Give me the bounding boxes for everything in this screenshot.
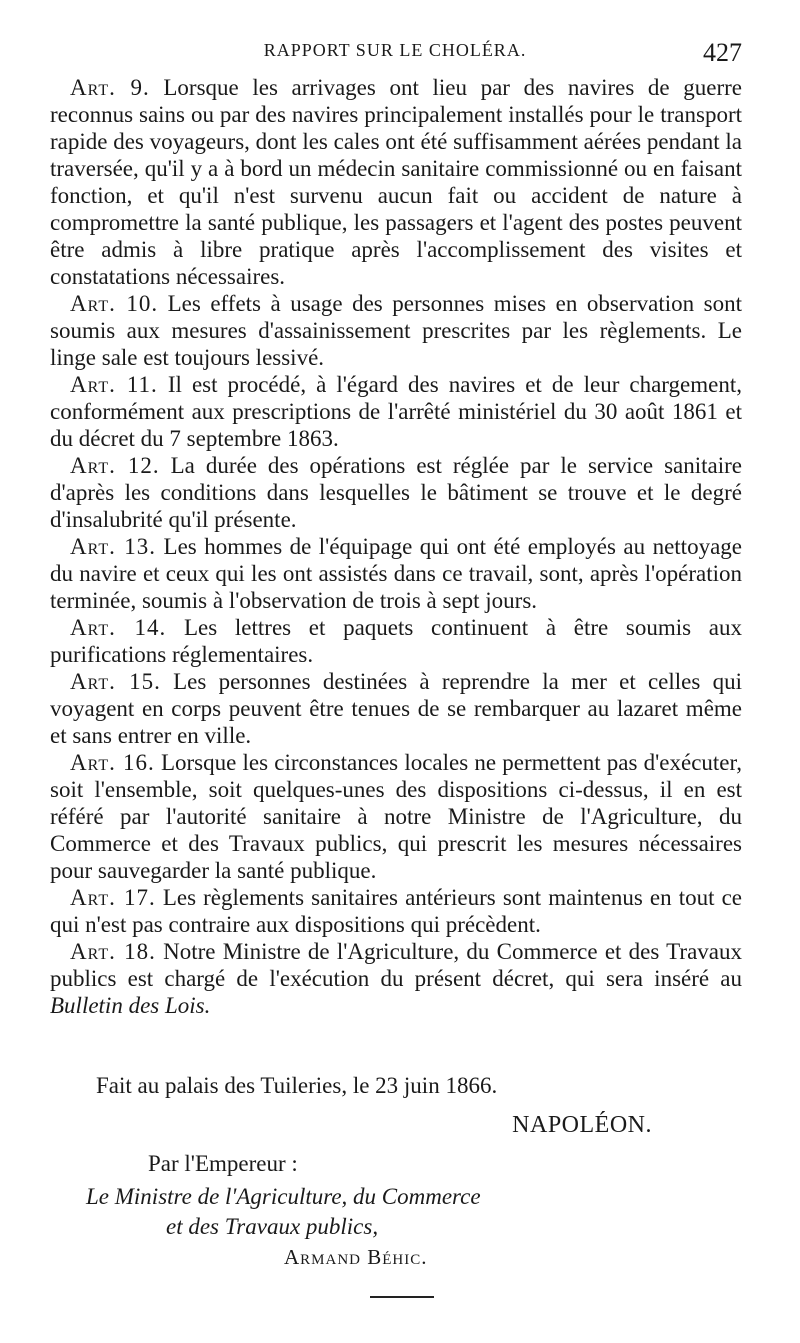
articles-body (50, 74, 742, 1019)
minister-title-line1: Le Ministre de l'Agriculture, du Commerce (86, 1184, 481, 1209)
article-11 (50, 371, 742, 452)
article-text: Notre Ministre de l'Agriculture, du Commerce et des Travaux publics est chargé de l'exécution du présent décret, qui sera inséré au (50, 939, 742, 991)
article-label: Art. 9. (70, 75, 150, 100)
article-text: Il est procédé, à l'égard des navires et de leur chargement, conformément aux prescriptions de l'arrêté ministériel du 30 août 1861 et du décret du 7 septembre 1863. (50, 372, 743, 451)
signing-place-date: Fait au palais des Tuileries, le 23 juin 1866. (96, 1073, 498, 1098)
article-label: Art. 13. (70, 534, 157, 559)
article-text: Les lettres et paquets continuent à être soumis aux purifications réglementaires. (50, 615, 742, 667)
article-text: Les personnes destinées à reprendre la mer et celles qui voyagent en corps peuvent être tenues de se rembarquer au lazaret même et sans entrer en ville. (50, 669, 742, 748)
article-text: Lorsque les circonstances locales ne permettent pas d'exécuter, soit l'ensemble, soit quelques-unes des dispositions ci-dessus, il en est référé par l'autorité sanitaire à notre Ministre de l'Agriculture, du Commerce et des Travaux publics, qui prescrit les mesures nécessaires pour sauvegarder la santé publique. (50, 750, 742, 883)
article-label: Art. 11. (70, 372, 158, 397)
minister-name: Armand Béhic. (284, 1245, 428, 1269)
article-text: Les effets à usage des personnes mises en observation sont soumis aux mesures d'assainissement prescrites par les règlements. Le linge sale est toujours lessivé. (50, 291, 742, 370)
article-label: Art. 12. (70, 453, 160, 478)
article-16 (50, 749, 742, 884)
article-label: Art. 15. (70, 669, 161, 694)
article-label: Art. 18. (70, 939, 156, 964)
article-text: La durée des opérations est réglée par le service sanitaire d'après les conditions dans lesquelles le bâtiment se trouve et le degré d'insalubrité qu'il présente. (50, 453, 743, 532)
article-15 (50, 668, 742, 749)
article-14 (50, 614, 742, 668)
article-label: Art. 16. (70, 750, 155, 775)
minister-title-line2: et des Travaux publics, (166, 1214, 379, 1239)
emperor-signature: NAPOLÉON. (512, 1112, 652, 1138)
article-label: Art. 17. (70, 885, 156, 910)
article-13 (50, 533, 742, 614)
par-empereur: Par l'Empereur : (148, 1151, 298, 1176)
running-head: RAPPORT SUR LE CHOLÉRA. (263, 40, 527, 60)
article-text: Les hommes de l'équipage qui ont été employés au nettoyage du navire et ceux qui les ont assistés dans ce travail, sont, après l'opération terminée, soumis à l'observation de trois à sept jours. (50, 534, 742, 613)
closing-rule (370, 1296, 434, 1298)
article-18 (50, 938, 742, 1019)
article-label: Art. 14. (70, 615, 167, 640)
page-header (48, 36, 742, 76)
article-label: Art. 10. (70, 291, 159, 316)
article-9 (50, 74, 742, 290)
article-10 (50, 290, 742, 371)
article-text: Les règlements sanitaires antérieurs sont maintenus en tout ce qui n'est pas contraire aux dispositions qui précèdent. (50, 885, 743, 937)
page-number: 427 (703, 38, 742, 67)
article-17 (50, 884, 742, 938)
bulletin-title: Bulletin des Lois. (50, 993, 211, 1018)
article-12 (50, 452, 742, 533)
article-text: Lorsque les arrivages ont lieu par des navires de guerre reconnus sains ou par des navires principalement installés pour le transport rapide des voyageurs, dont les cales ont été suffisamment aérées pendant la traversée, qu'il y a à bord un médecin sanitaire commissionné ou en faisant fonction, et qu'il n'est survenu aucun fait ou accident de nature à compromettre la santé publique, les passagers et l'agent des postes peuvent être admis à libre pratique après l'accomplissement des visites et constatations nécessaires. (50, 75, 743, 289)
